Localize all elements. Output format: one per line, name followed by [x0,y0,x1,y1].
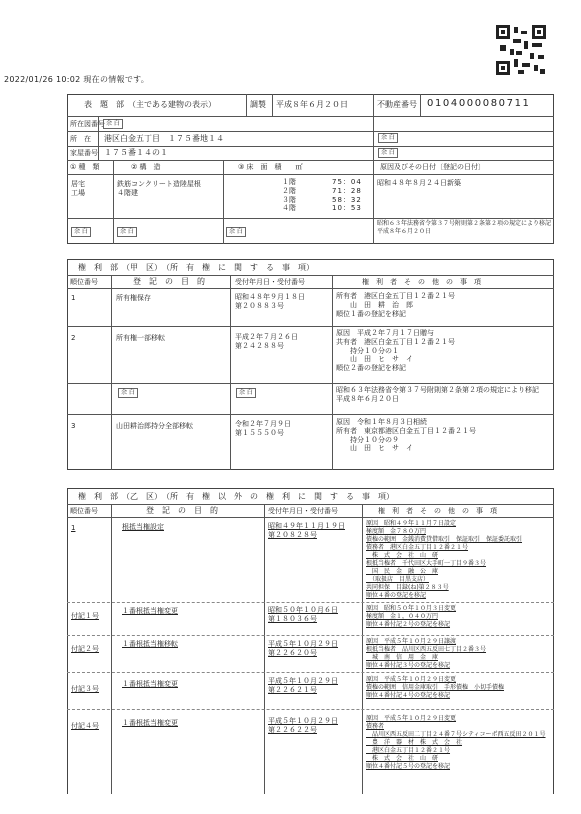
cause-shinchiku: 昭和４８年８月２４日新築 [377,179,461,187]
otsu-row-kenrisha: 原因 昭和５０年１０月３日変更 極度額 金１，０４０万円 順位４番付記２号の登記を移記 [366,605,457,628]
yohaku-stamp: 余 白 [117,227,137,237]
otsu-header-juni: 順位番号 [70,507,98,515]
kou-row-no: 2 [71,334,76,342]
otsu-row-no: 付記３号 [71,685,99,693]
yohaku-stamp: 余 白 [378,148,398,158]
yohaku-stamp: 余 白 [236,388,256,398]
otsu-row-mokuteki: １番根抵当権変更 [122,719,178,727]
kou-row-kenrisha: 昭和６３年法務省令第３７号附則第２条第２項の規定により移記 平成８年６月２０日 [336,386,539,403]
kou-row-uketsuke: 令和２年７月９日 第１５５５０号 [235,420,291,437]
yohaku-stamp: 余 白 [378,133,398,143]
otsu-row-kenrisha: 原因 平成５年１０月２９日譲渡 根抵当権者 品川区西五反田七丁目２番３号 城 南 信 用 金 庫 順位４番付記３号の登記を移記 [366,638,487,669]
fudosan-value: 0104000080711 [427,98,531,109]
col-genin: 原因及びその日付〔登記の日付〕 [380,163,485,171]
kozo-value: 鉄筋コンクリート造陸屋根 ４階建 [117,180,201,197]
otsu-row-no: 1 [71,524,76,532]
kou-row-kenrisha: 原因 平成２年７月１７日贈与 共有者 港区白金五丁目１２番２１号 持分１０分の１ 山 田 ヒ サ イ 順位２番の登記を移記 [336,329,455,372]
otsu-row-uketsuke: 昭和４９年１１月１９日 第２０８２８号 [268,522,345,539]
kou-row-uketsuke: 昭和４８年９月１８日 第２０８８３号 [235,293,305,310]
otsu-row-uketsuke: 昭和５０年１０月６日 第１８０３６号 [268,606,338,623]
kou-title: 権 利 部 （甲 区） （所 有 権 に 関 す る 事 項） [78,263,314,272]
otsu-row-no: 付記４号 [71,722,99,730]
kou-row-no: 1 [71,294,76,302]
hyodai-title: 表 題 部 （主である建物の表示） [84,100,216,109]
otsu-row-kenrisha: 原因 昭和４９年１１月７日設定 極度額 金７８０万円 債権の範囲 金銭消費貸借取引 保証取引 保証委託取引 債務者 港区白金五丁目１２番２１号 株 式 会 社 山 研 根抵当権者 千代田区大手町一丁目９番３号 国 民 金 融 公 庫 （取扱店 目黒支店） 共同担保 目録(ね)第２８３号 順位４番の登記を移記 [366,520,523,599]
otsu-row-mokuteki: １番根抵当権移転 [122,640,178,648]
otsu-row-no: 付記２号 [71,645,99,653]
otsu-header-uketsuke: 受付年月日・受付番号 [268,507,338,515]
shurui-value: 居宅 工場 [71,180,85,197]
shozaizu-label: 所在図番号 [70,120,105,128]
kou-header-mokuteki: 登 記 の 目 的 [133,277,205,286]
otsu-title: 権 利 部 （乙 区） （所 有 権 以 外 の 権 利 に 関 す る 事 項） [78,492,394,501]
otsu-header-kenrisha: 権 利 者 そ の 他 の 事 項 [378,507,497,515]
kou-header-kenrisha: 権 利 者 そ の 他 の 事 項 [362,278,481,286]
kou-header-uketsuke: 受付年月日・受付番号 [235,278,305,286]
otsu-header-mokuteki: 登 記 の 目 的 [146,506,218,515]
otsu-row-kenrisha: 原因 平成５年１０月２９日変更 債務者 品川区西五反田二丁目２４番７号シティコーポ西五反田２０１号 豊 洋 器 材 株 式 会 社 港区白金五丁目１２番２１号 株 式 会 社 山 研 順位４番付記５号の登記を移記 [366,715,546,770]
kou-header-juni: 順位番号 [70,278,98,286]
kou-row-mokuteki: 山田耕治郎持分全部移転 [116,422,193,430]
kaoku-value: １７５番１４の１ [104,148,168,157]
yohaku-stamp: 余 白 [71,227,91,237]
kou-row-mokuteki: 所有権一部移転 [116,334,165,342]
otsu-row-mokuteki: 根抵当権設定 [122,523,164,531]
shozai-value: 港区白金五丁目 １７５番地１４ [104,134,224,143]
kou-row-kenrisha: 原因 令和１年８月３日相続 所有者 東京都港区白金五丁目１２番２１号 持分１０分の９ 山 田 ヒ サ イ [336,418,476,453]
otsu-row-uketsuke: 平成５年１０月２９日 第２２６２２号 [268,717,338,734]
yohaku-stamp: 余 白 [226,227,246,237]
otsu-row-kenrisha: 原因 平成５年１０月２９日変更 債権の範囲 信用金庫取引 手形債権 小切手債権 順位４番付記４号の登記を移記 [366,676,505,699]
cause-iki: 昭和６３年法務省令第３７号附則第２条第２項の規定により移記 平成８年６月２０日 [377,220,552,235]
fudosan-label: 不動産番号 [377,100,417,109]
timestamp: 2022/01/26 10:02 現在の情報です。 [4,75,150,84]
otsu-row-no: 付記１号 [71,612,99,620]
col-yuka: ③ 床 面 積 ㎡ [238,163,303,171]
otsu-row-mokuteki: １番根抵当権変更 [122,607,178,615]
kou-row-mokuteki: 所有権保存 [116,294,151,302]
qr-code [496,25,546,75]
otsu-row-uketsuke: 平成５年１０月２９日 第２２６２０号 [268,640,338,657]
floors: １階 ２階 ３階 ４階 [282,178,296,213]
yohaku-stamp: 余 白 [118,388,138,398]
col-kozo: ② 構 造 [131,163,161,171]
chosei-label: 調製 [250,100,266,109]
kou-row-kenrisha: 所有者 港区白金五丁目１２番２１号 山 田 耕 治 郎 順位１番の登記を移記 [336,292,455,318]
kou-row-uketsuke: 平成２年７月２６日 第２４２８８号 [235,333,298,350]
chosei-value: 平成８年６月２０日 [276,100,348,109]
otsu-row-uketsuke: 平成５年１０月２９日 第２２６２１号 [268,677,338,694]
col-shurui: ① 種 類 [70,163,100,171]
shozai-label: 所 在 [70,135,91,143]
kaoku-label: 家屋番号 [70,149,98,157]
areas: 75：04 71：28 58：32 10：53 [332,178,362,213]
yohaku-stamp: 余 白 [103,119,123,129]
kou-row-no: 3 [71,422,76,430]
otsu-row-mokuteki: １番根抵当権変更 [122,680,178,688]
